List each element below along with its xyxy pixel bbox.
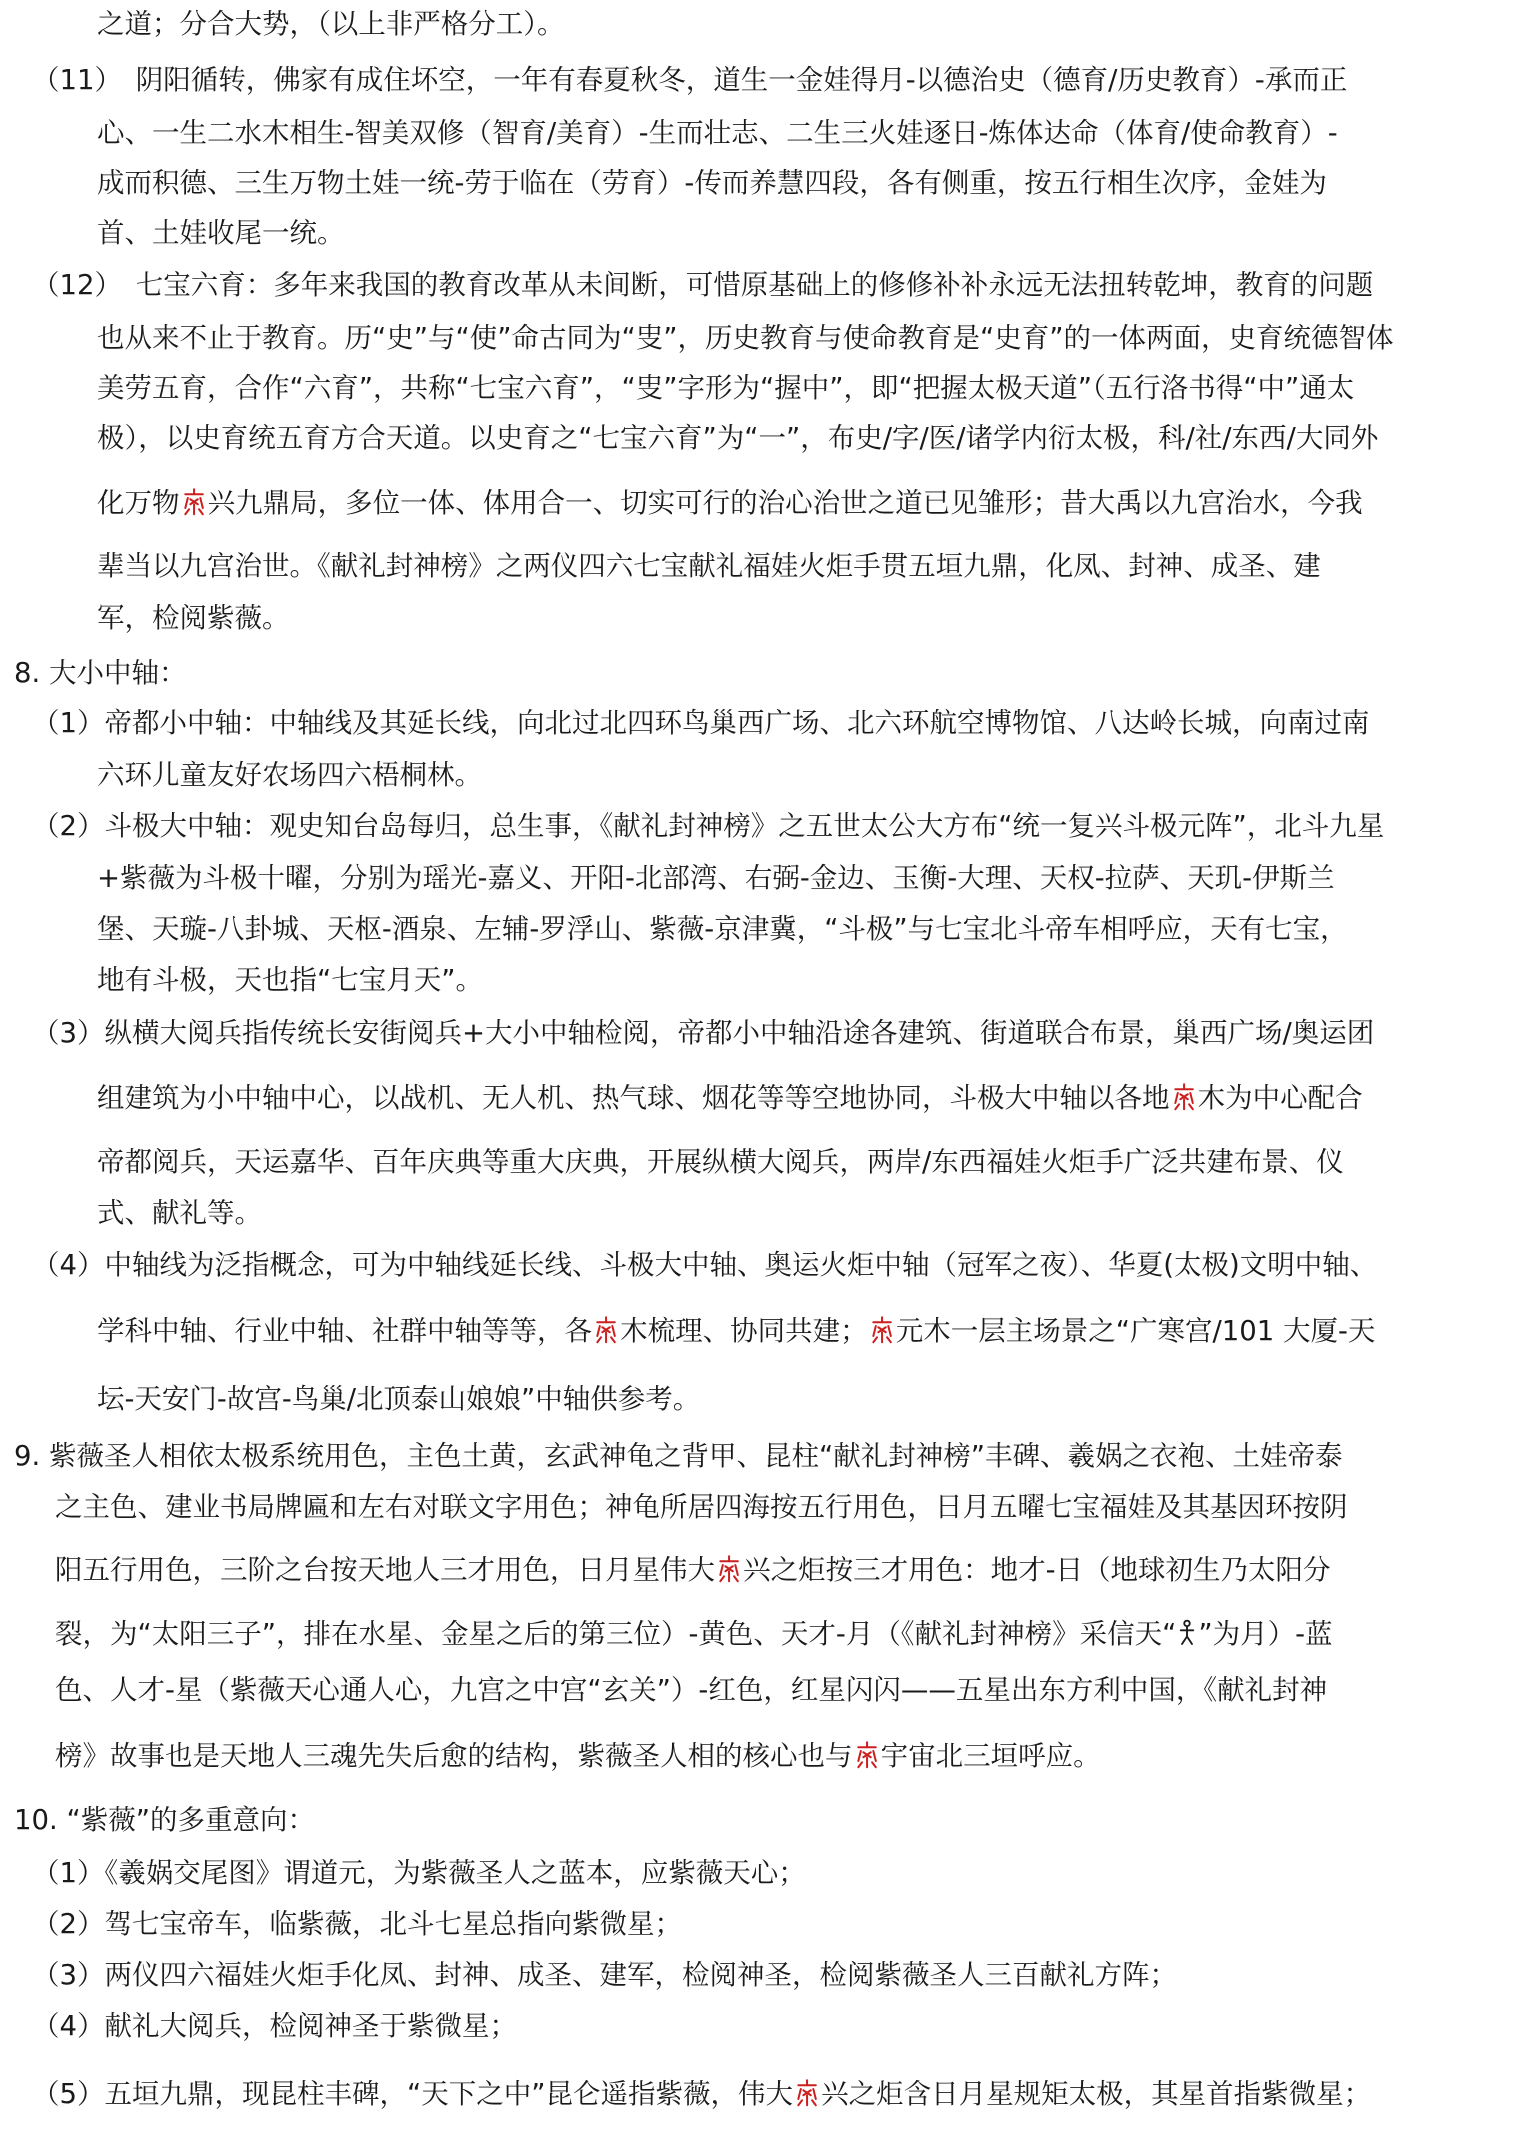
line-text: （3）纵横大阅兵指传统长安街阅兵+大小中轴检阅，帝都小中轴沿途各建筑、街道联合布景，巢西广场/奥运团 <box>32 1017 1375 1049</box>
line-text: 地有斗极，天也指“七宝月天”。 <box>97 964 483 996</box>
line-text: （4）献礼大阅兵，检阅神圣于紫微星； <box>32 2010 517 2042</box>
line-text: （12） 七宝六育：多年来我国的教育改革从未间断，可惜原基础上的修修补补永远无法扭转乾坤，教育的问题 <box>32 269 1374 301</box>
text-line <box>97 213 345 253</box>
text-line <box>97 858 1335 898</box>
line-text: 学科中轴、行业中轴、社群中轴等等，各 <box>97 1315 592 1347</box>
line-text: 色、人才-星（紫薇天心通人心，九宫之中宫“玄关”）-红色，红星闪闪——五星出东方利中国，《献礼封神 <box>55 1674 1328 1706</box>
text-line <box>32 1013 1374 1053</box>
line-text: 裂，为“太阳三子”，排在水星、金星之后的第三位）-黄色、天才-月（《献礼封神榜》采信天“ <box>55 1618 1177 1650</box>
line-text: （5）五垣九鼎，现昆柱丰碑，“天下之中”昆仑遥指紫薇，伟大 <box>32 2078 793 2110</box>
line-text: 9. 紫薇圣人相依太极系统用色，主色土黄，玄武神龟之背甲、昆柱“献礼封神榜”丰碑、羲娲之衣袍、土娃帝泰 <box>14 1440 1343 1472</box>
text-line <box>97 368 1354 408</box>
red-ancient-character-icon <box>854 1739 880 1767</box>
line-text: （2）驾七宝帝车，临紫薇，北斗七星总指向紫微星； <box>32 1908 682 1940</box>
text-line <box>32 703 1370 743</box>
text-line <box>97 960 483 1000</box>
line-text: 榜》故事也是天地人三魂先失后愈的结构，紫薇圣人相的核心也与 <box>55 1740 853 1772</box>
text-line <box>32 265 1373 305</box>
text-line <box>97 598 290 638</box>
line-text: 10. “紫薇”的多重意向： <box>14 1804 315 1836</box>
line-text: 坛-天安门-故宫-鸟巢/北顶泰山娘娘”中轴供参考。 <box>97 1383 701 1415</box>
line-text: （11） 阴阳循转，佛家有成住坏空，一年有春夏秋冬，道生一金娃得月-以德治史（德育/历史教育）-承而正 <box>32 64 1348 96</box>
text-line <box>55 1487 1348 1527</box>
text-line <box>55 1736 1101 1776</box>
section-heading <box>14 653 186 693</box>
text-line <box>55 1614 1333 1654</box>
line-text: 之道；分合大势，（以上非严格分工）。 <box>97 8 565 40</box>
line-text: 之主色、建业书局牌匾和左右对联文字用色；神龟所居四海按五行用色，日月五曜七宝福娃及其基因环按阴 <box>55 1491 1348 1523</box>
text-line <box>97 318 1393 358</box>
line-text: （1）帝都小中轴：中轴线及其延长线，向北过北四环鸟巢西广场、北六环航空博物馆、八达岭长城，向南过南 <box>32 707 1370 739</box>
red-ancient-character-icon <box>869 1314 895 1342</box>
line-text: 兴九鼎局，多位一体、体用合一、切实可行的治心治世之道已见雏形；昔大禹以九宫治水，今我 <box>207 487 1363 519</box>
line-text: （2）斗极大中轴：观史知台岛每归，总生事，《献礼封神榜》之五世太公大方布“统一复兴斗极元阵”，北斗九星 <box>32 810 1385 842</box>
text-line <box>14 1436 1342 1476</box>
text-line <box>97 4 565 44</box>
line-text: ”为月）-蓝 <box>1198 1618 1333 1650</box>
line-text: 化万物 <box>97 487 180 519</box>
line-text: 心、一生二水木相生-智美双修（智育/美育）-生而壮志、二生三火娃逐日-炼体达命（体育/使命教育）- <box>97 117 1338 149</box>
text-line <box>97 546 1321 586</box>
line-text: 堡、天璇-八卦城、天枢-酒泉、左辅-罗浮山、紫薇-京津冀，“斗极”与七宝北斗帝车相呼应，天有七宝， <box>97 913 1348 945</box>
line-text: 兴之炬按三才用色：地才-日（地球初生乃太阳分 <box>743 1554 1331 1586</box>
section-heading <box>14 1800 315 1840</box>
text-line <box>32 806 1384 846</box>
text-line <box>32 2074 1371 2114</box>
line-text: （3）两仪四六福娃火炬手化凤、封神、成圣、建军，检阅神圣，检阅紫薇圣人三百献礼方阵； <box>32 1959 1177 1991</box>
line-text: 元木一层主场景之“广寒宫/101 大厦-天 <box>895 1315 1376 1347</box>
red-ancient-character-icon <box>1171 1081 1197 1109</box>
text-line <box>97 1078 1363 1118</box>
red-ancient-character-icon <box>716 1553 742 1581</box>
text-line <box>97 113 1338 153</box>
text-line <box>97 1193 262 1233</box>
line-text: +紫薇为斗极十曜，分别为瑶光-嘉义、开阳-北部湾、右弼-金边、玉衡-大理、天权-拉萨、天玑-伊斯兰 <box>97 862 1335 894</box>
red-ancient-character-icon <box>794 2077 820 2105</box>
line-text: 帝都阅兵，天运嘉华、百年庆典等重大庆典，开展纵横大阅兵，两岸/东西福娃火炬手广泛共建布景、仪 <box>97 1146 1344 1178</box>
text-line <box>97 1142 1344 1182</box>
text-line <box>97 163 1327 203</box>
line-text: 兴之炬含日月星规矩太极，其星首指紫微星； <box>821 2078 1372 2110</box>
line-text: 式、献礼等。 <box>97 1197 262 1229</box>
red-ancient-character-icon <box>181 486 207 514</box>
line-text: 军，检阅紫薇。 <box>97 602 290 634</box>
text-line <box>32 60 1347 100</box>
line-text: 也从来不止于教育。历“史”与“使”命古同为“㕜”，历史教育与使命教育是“史育”的一体两面，史育统德智体 <box>97 322 1394 354</box>
stick-figure-glyph-icon <box>1176 1617 1198 1645</box>
text-line <box>32 1904 682 1944</box>
line-text: 木梳理、协同共建； <box>620 1315 868 1347</box>
line-text: 辈当以九宫治世。《献礼封神榜》之两仪四六七宝献礼福娃火炬手贯五垣九鼎，化凤、封神、成圣、建 <box>97 550 1321 582</box>
text-line <box>97 483 1363 523</box>
line-text: 阳五行用色，三阶之台按天地人三才用色，日月星伟大 <box>55 1554 715 1586</box>
text-line <box>32 1853 806 1893</box>
text-line <box>97 909 1348 949</box>
line-text: （1）《羲娲交尾图》谓道元，为紫薇圣人之蓝本，应紫薇天心； <box>32 1857 806 1889</box>
text-line <box>55 1550 1331 1590</box>
text-line <box>32 2006 517 2046</box>
line-text: 成而积德、三生万物土娃一统-劳于临在（劳育）-传而养慧四段，各有侧重，按五行相生次序，金娃为 <box>97 167 1327 199</box>
line-text: 六环儿童友好农场四六梧桐林。 <box>97 759 482 791</box>
line-text: 极），以史育统五育方合天道。以史育之“七宝六育”为“一”，布史/字/医/诸学内衍太极，科/社/东西/大同外 <box>97 422 1379 454</box>
text-line <box>32 1955 1177 1995</box>
text-line <box>97 755 482 795</box>
line-text: （4）中轴线为泛指概念，可为中轴线延长线、斗极大中轴、奥运火炬中轴（冠军之夜）、华夏(太极)文明中轴、 <box>32 1249 1378 1281</box>
line-text: 美劳五育，合作“六育”，共称“七宝六育”，“㕜”字形为“握中”，即“把握太极天道”（五行洛书得“中”通太 <box>97 372 1355 404</box>
line-text: 首、土娃收尾一统。 <box>97 217 345 249</box>
line-text: 组建筑为小中轴中心，以战机、无人机、热气球、烟花等等空地协同，斗极大中轴以各地 <box>97 1082 1170 1114</box>
line-text: 宇宙北三垣呼应。 <box>880 1740 1101 1772</box>
line-text: 8. 大小中轴： <box>14 657 187 689</box>
text-line <box>97 1311 1375 1351</box>
text-line <box>55 1670 1327 1710</box>
text-line <box>97 1379 700 1419</box>
red-ancient-character-icon <box>593 1314 619 1342</box>
line-text: 木为中心配合 <box>1197 1082 1363 1114</box>
text-line <box>97 418 1378 458</box>
text-line <box>32 1245 1377 1285</box>
